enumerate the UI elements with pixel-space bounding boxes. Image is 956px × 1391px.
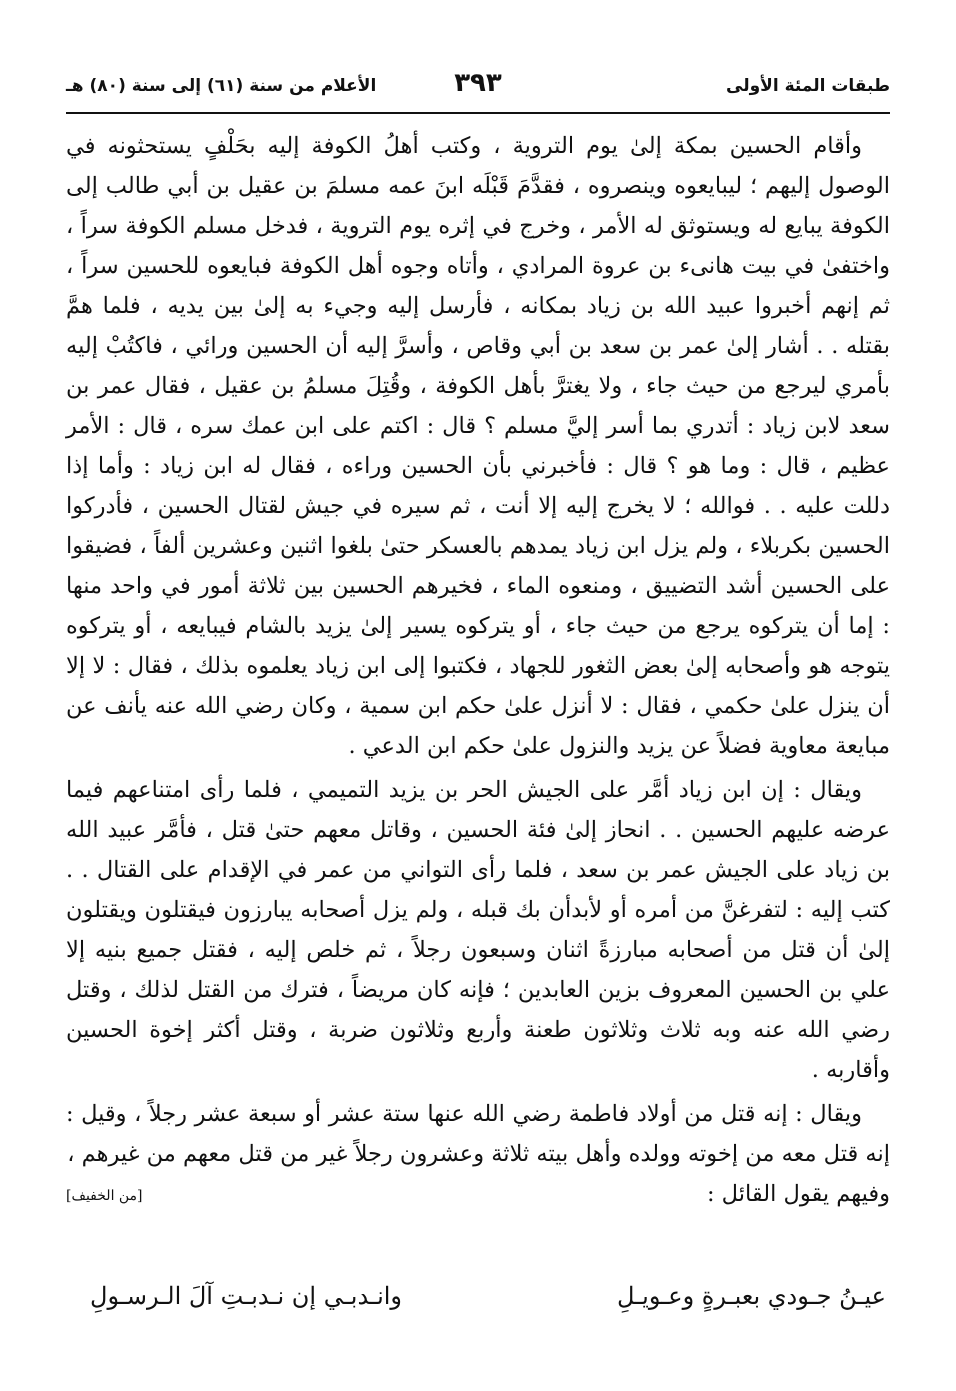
verse-second-hemistich: وانـدبـي إن نـدبـتِ آلَ الـرسـولِ	[90, 1282, 403, 1310]
poetic-meter-label: [من الخفيف]	[66, 1188, 143, 1204]
book-title: طبقات المئة الأولى	[726, 76, 890, 96]
section-title: الأعلام من سنة (٦١) إلى سنة (٨٠) هـ	[66, 76, 377, 96]
verse-first-hemistich: عيـنُ جـودي بعبـرةٍ وعـويـلِ	[616, 1282, 886, 1310]
poem-intro-row	[66, 1174, 890, 1214]
page-header	[66, 68, 890, 112]
page-number: ٣٩٣	[454, 68, 502, 98]
poem-verse	[90, 1282, 886, 1330]
poem-lead-in: وفيهم يقول القائل :	[706, 1181, 890, 1207]
paragraph-1: وأقام الحسين بمكة إلىٰ يوم التروية ، وكتب أهلُ الكوفة إليه بحَلْفٍ يستحثونه في الوصول إليهم ؛ ليبايعوه وينصروه ، فقدَّمَ قَبْلَه ابنَ عمه مسلمَ بن عقيل بن أبي طالب إلى الكوفة يبايع له ويستوثق له الأمر ، وخرج في إثره يوم التروية ، فدخل مسلم الكوفة سراً ، واختفىٰ في بيت هانىء بن عروة المرادي ، وأتاه وجوه أهل الكوفة فبايعوه للحسين سراً ، ثم إنهم أخبروا عبيد الله بن زياد بمكانه ، فأرسل إليه وجيء به إلىٰ بين يديه ، فلما همَّ بقتله . . أشار إلىٰ عمر بن سعد بن أبي وقاص ، وأسرَّ إليه أن الحسين ورائي ، فاكتُبْ إليه بأمري ليرجع من حيث جاء ، ولا يغترَّ بأهل الكوفة ، وقُتِلَ مسلمُ بن عقيل ، فقال عمر بن سعد لابن زياد : أتدري بما أسر إليَّ مسلم ؟ قال : اكتم على ابن عمك سره ، قال : الأمر عظيم ، قال : وما هو ؟ قال : فأخبرني بأن الحسين وراءه ، فقال له ابن زياد : وأما إذا دللت عليه . . فوالله ؛ لا يخرج إليه إلا أنت ، ثم سيره في جيش لقتال الحسين ، فأدركوا الحسين بكربلاء ، ولم يزل ابن زياد يمدهم بالعسكر حتىٰ بلغوا اثنين وعشرين ألفاً ، فضيقوا على الحسين أشد التضييق ، ومنعوه الماء ، فخيرهم الحسين بين ثلاثة أمور في واحد منها : إما أن يتركوه يرجع من حيث جاء ، أو يتركوه يسير إلىٰ يزيد بالشام فيبايعه ، أو يتركوه يتوجه هو وأصحابه إلىٰ بعض الثغور للجهاد ، فكتبوا إلى ابن زياد يعلموه بذلك ، فقال : لا إلا أن ينزل علىٰ حكمي ، فقال : لا أنزل علىٰ حكم ابن سمية ، وكان رضي الله عنه يأنف عن مبايعة معاوية فضلاً عن يزيد والنزول علىٰ حكم ابن الدعي .	[66, 133, 890, 759]
paragraph-2: ويقال : إن ابن زياد أمَّر على الجيش الحر بن يزيد التميمي ، فلما رأى امتناعهم فيما عرضه عليهم الحسين . . انحاز إلىٰ فئة الحسين ، وقاتل معهم حتىٰ قتل ، فأمَّر عبيد الله بن زياد على الجيش عمر بن سعد ، فلما رأى التواني من عمر في الإقدام على القتال . . كتب إليه : لتفرغنَّ من أمره أو لأبدأن بك قبله ، ولم يزل أصحابه يبارزون فيقتلون ويقتلون إلىٰ أن قتل من أصحابه مبارزةً اثنان وسبعون رجلاً ، ثم خلص إليه ، فقتل جميع بنيه إلا علي بن الحسين المعروف بزين العابدين ؛ فإنه كان مريضاً ، فترك من القتل لذلك ، وقتل رضي الله عنه وبه ثلاث وثلاثون طعنة وأربع وثلاثون ضربة ، وقتل أكثر إخوة الحسين وأقاربه .	[66, 777, 890, 1083]
paragraph-3: ويقال : إنه قتل من أولاد فاطمة رضي الله عنها ستة عشر أو سبعة عشر رجلاً ، وقيل : إنه قتل معه من إخوته وولده وأهل بيته ثلاثة وعشرون رجلاً غير من قتل معهم من غيرهم ،	[66, 1101, 890, 1167]
header-rule	[66, 112, 890, 114]
page-body	[66, 126, 890, 1214]
